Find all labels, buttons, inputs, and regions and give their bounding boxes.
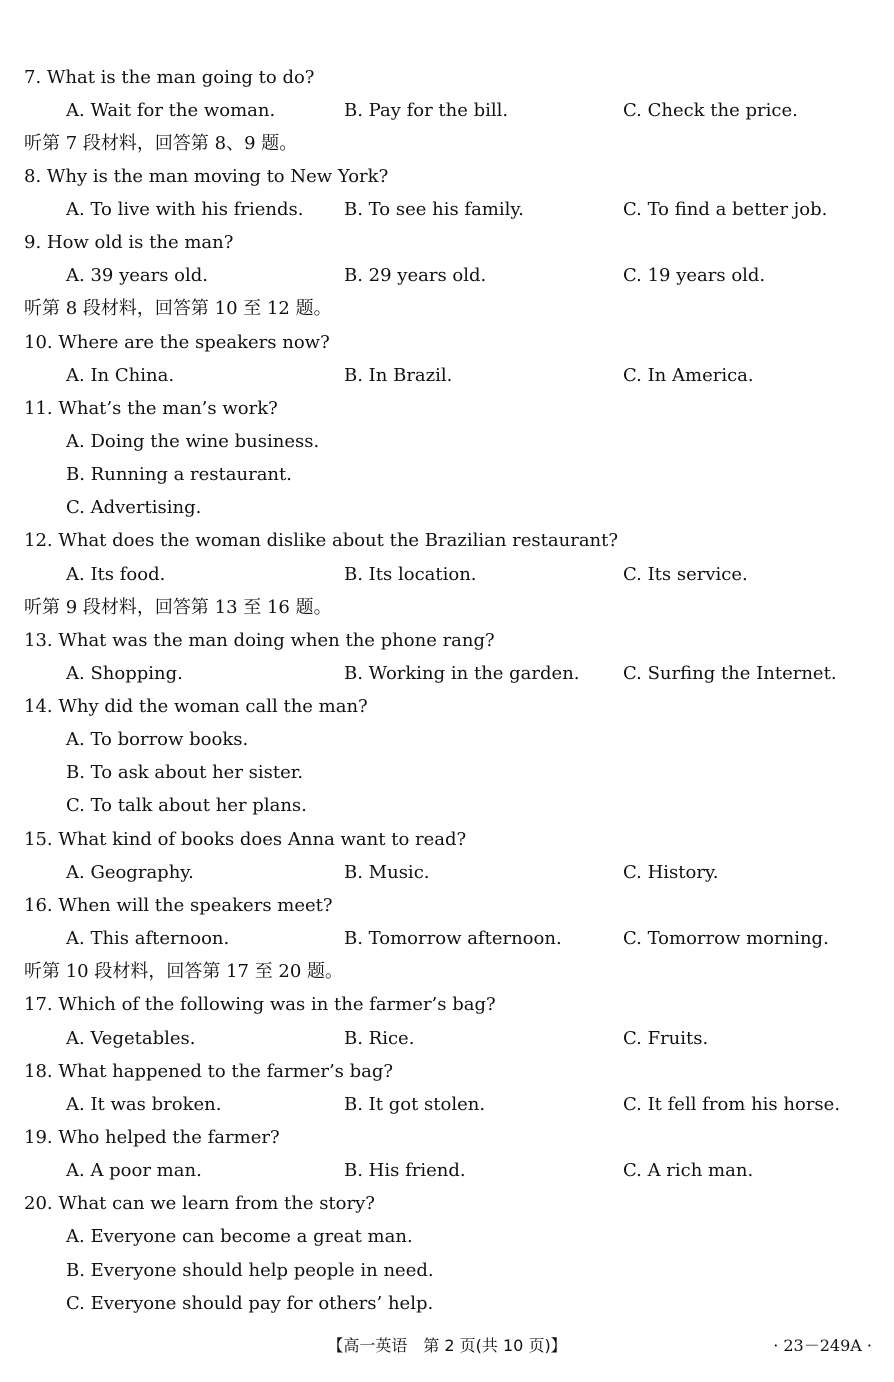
answer-option-b: B. In Brazil. [344,365,453,386]
question-stem: 16. When will the speakers meet? [24,895,333,916]
exam-code: · 23－249A · [773,1336,872,1355]
question-stem: 11. What’s the man’s work? [24,398,278,419]
question-stem: 20. What can we learn from the story? [24,1193,375,1214]
answer-option-c: C. Fruits. [623,1028,709,1049]
answer-option-c: C. Surfing the Internet. [623,663,837,684]
answer-option-b: B. Pay for the bill. [344,100,509,121]
answer-option-b: B. Rice. [344,1028,415,1049]
section-instruction: 听第 9 段材料，回答第 13 至 16 题。 [24,597,332,618]
question-stem: 12. What does the woman dislike about the Brazilian restaurant? [24,530,619,551]
section-instruction: 听第 10 段材料，回答第 17 至 20 题。 [24,961,344,982]
question-stem: 14. Why did the woman call the man? [24,696,368,717]
answer-option-a: A. Its food. [66,564,166,585]
answer-option-c: C. History. [623,862,719,883]
answer-option-a: A. Vegetables. [66,1028,196,1049]
page-footer: 【高一英语 第 2 页(共 10 页)】 [327,1336,567,1355]
answer-option: C. Everyone should pay for others’ help. [66,1293,434,1314]
answer-option: B. Everyone should help people in need. [66,1260,434,1281]
question-stem: 18. What happened to the farmer’s bag? [24,1061,394,1082]
answer-option-a: A. Wait for the woman. [66,100,276,121]
answer-option: C. To talk about her plans. [66,795,307,816]
question-stem: 17. Which of the following was in the farmer’s bag? [24,994,496,1015]
answer-option-a: A. 39 years old. [66,265,209,286]
question-stem: 19. Who helped the farmer? [24,1127,280,1148]
question-stem: 15. What kind of books does Anna want to read? [24,829,467,850]
answer-option: B. To ask about her sister. [66,762,304,783]
answer-option-b: B. 29 years old. [344,265,487,286]
answer-option-c: C. Its service. [623,564,748,585]
answer-option-a: A. This afternoon. [66,928,230,949]
answer-option-c: C. It fell from his horse. [623,1094,841,1115]
answer-option-a: A. A poor man. [66,1160,202,1181]
section-instruction: 听第 8 段材料，回答第 10 至 12 题。 [24,298,332,319]
answer-option-a: A. It was broken. [66,1094,222,1115]
answer-option-b: B. To see his family. [344,199,524,220]
answer-option: A. To borrow books. [66,729,249,750]
answer-option-b: B. It got stolen. [344,1094,486,1115]
answer-option-a: A. Shopping. [66,663,183,684]
answer-option-c: C. In America. [623,365,754,386]
answer-option-c: C. 19 years old. [623,265,766,286]
answer-option-a: A. Geography. [66,862,194,883]
answer-option-c: C. Tomorrow morning. [623,928,829,949]
question-stem: 9. How old is the man? [24,232,234,253]
question-stem: 7. What is the man going to do? [24,67,315,88]
question-stem: 13. What was the man doing when the phone rang? [24,630,495,651]
answer-option-c: C. Check the price. [623,100,798,121]
question-stem: 10. Where are the speakers now? [24,332,330,353]
answer-option-c: C. To find a better job. [623,199,828,220]
answer-option: C. Advertising. [66,497,202,518]
answer-option-b: B. Tomorrow afternoon. [344,928,562,949]
answer-option-b: B. Its location. [344,564,477,585]
answer-option: A. Doing the wine business. [66,431,320,452]
answer-option: B. Running a restaurant. [66,464,292,485]
section-instruction: 听第 7 段材料，回答第 8、9 题。 [24,133,298,154]
question-stem: 8. Why is the man moving to New York? [24,166,389,187]
answer-option-b: B. Music. [344,862,430,883]
answer-option-a: A. In China. [66,365,175,386]
answer-option-c: C. A rich man. [623,1160,754,1181]
answer-option-b: B. His friend. [344,1160,466,1181]
answer-option: A. Everyone can become a great man. [66,1226,413,1247]
answer-option-a: A. To live with his friends. [66,199,304,220]
answer-option-b: B. Working in the garden. [344,663,580,684]
